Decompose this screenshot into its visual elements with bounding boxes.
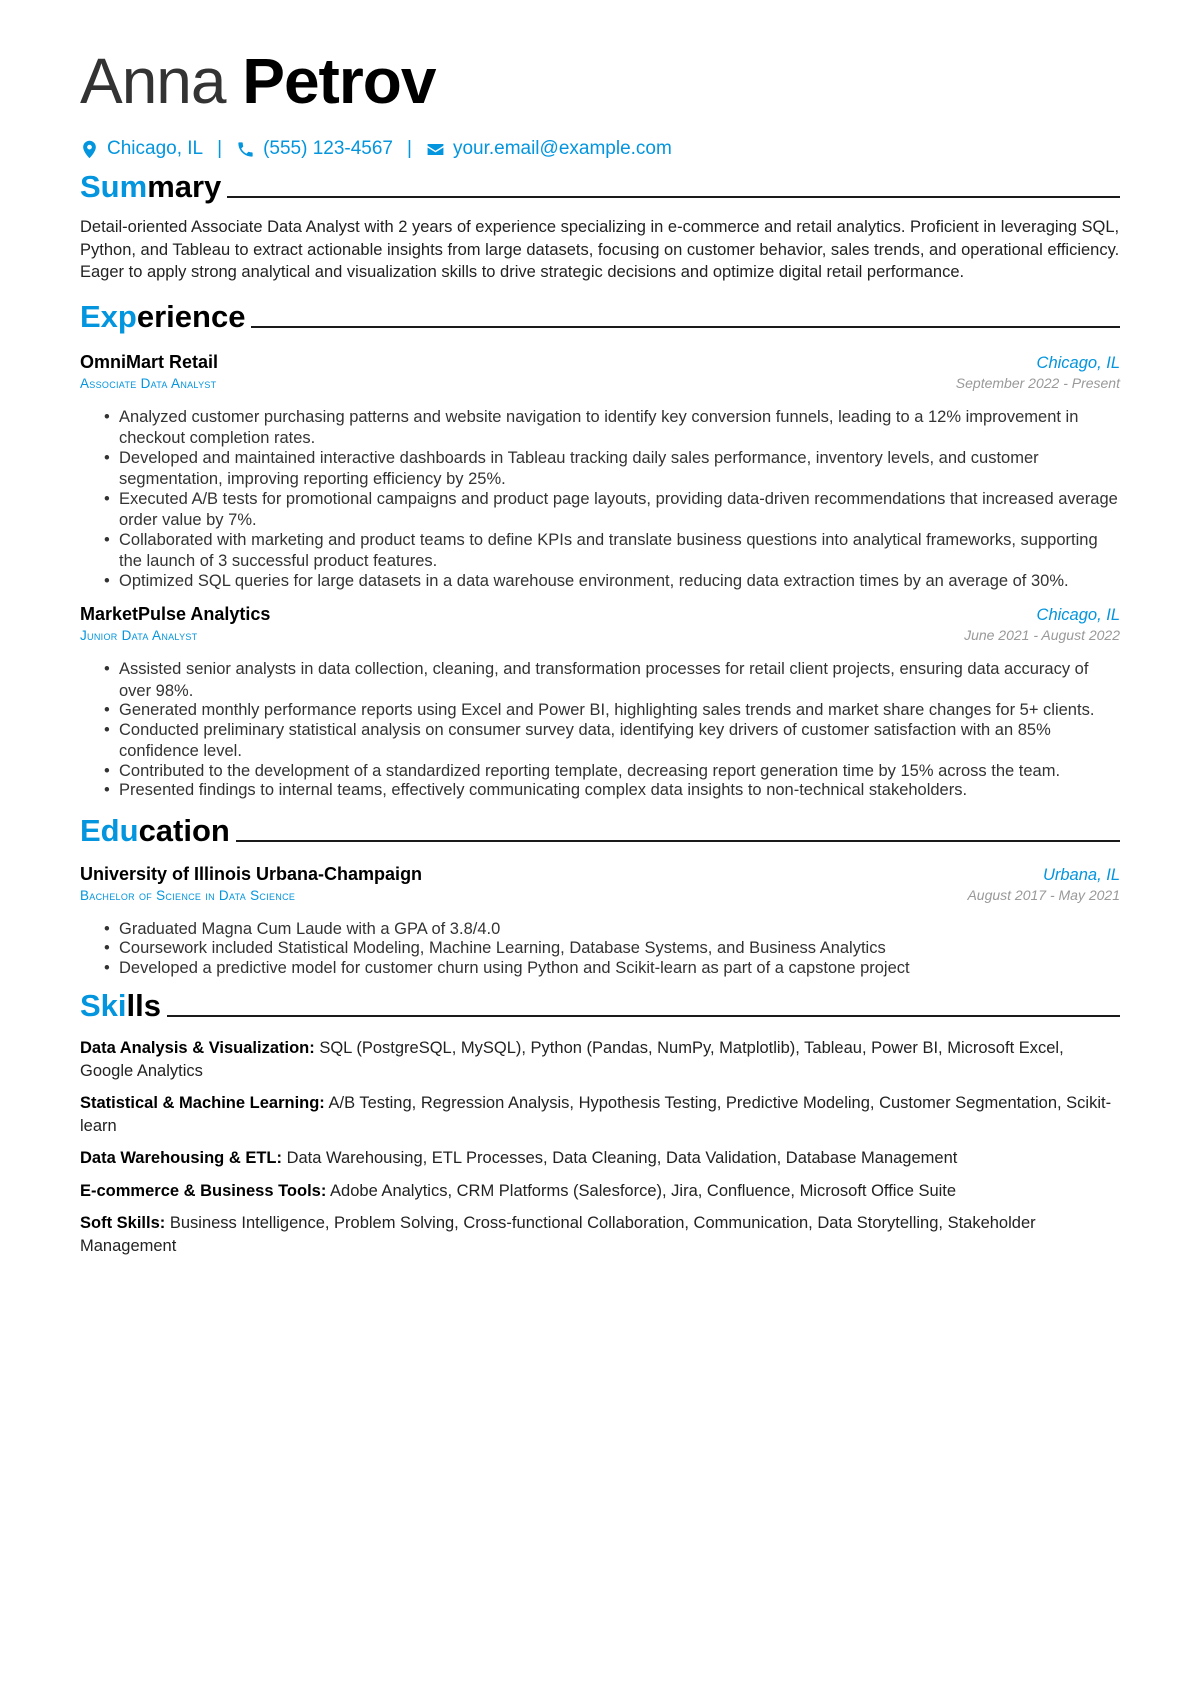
section-title: Skills [80, 988, 161, 1023]
skill-category: Data Warehousing & ETL: [80, 1149, 282, 1167]
candidate-name [80, 42, 1120, 120]
skill-items: Adobe Analytics, CRM Platforms (Salesforce), Jira, Confluence, Microsoft Office Suite [330, 1181, 957, 1200]
contact-phone[interactable] [236, 136, 393, 162]
education-entry [80, 864, 1120, 980]
skill-category: Data Analysis & Visualization: [80, 1039, 315, 1057]
skill-category: Statistical & Machine Learning: [80, 1094, 325, 1112]
job-location: Chicago, IL [1036, 606, 1120, 624]
email-link[interactable]: your.email@example.com [452, 138, 672, 159]
list-item: • Presented findings to internal teams, effectively communicating complex data insights to non-technical stakeholders. [104, 781, 968, 799]
skill-category: Soft Skills: [80, 1214, 166, 1232]
list-item: • Executed A/B tests for promotional campaigns and product page layouts, providing data-driven recommendations that increased average order value by 7%. [104, 489, 1118, 529]
contact-separator: | [217, 138, 223, 159]
section-divider [251, 326, 1120, 328]
skill-row [80, 1212, 1120, 1257]
education-heading [80, 812, 1120, 850]
skill-row [80, 1092, 1120, 1137]
bullet-list [80, 919, 1120, 980]
list-item: • Contributed to the development of a standardized reporting template, decreasing report generation time by 15% across the team. [104, 761, 1061, 780]
list-item: • Developed a predictive model for customer churn using Python and Scikit-learn as part of a capstone project [104, 958, 910, 977]
phone-text: (555) 123-4567 [263, 138, 393, 159]
list-item: • Collaborated with marketing and product teams to define KPIs and translate business questions into analytical frameworks, supporting the launch of 3 successful product features. [104, 530, 1098, 570]
company-name: MarketPulse Analytics [80, 604, 271, 624]
list-item: • Assisted senior analysts in data collection, cleaning, and transformation processes for retail client projects, ensuring data accuracy of over 98%. [104, 660, 1089, 700]
section-divider [227, 196, 1120, 198]
list-item: • Optimized SQL queries for large datasets in a data warehouse environment, reducing data extraction times by an average of 30%. [104, 571, 1069, 590]
experience-entry [80, 604, 1120, 802]
location-text: Chicago, IL [107, 138, 204, 159]
experience-heading [80, 298, 1120, 336]
skill-category: E-commerce & Business Tools: [80, 1181, 327, 1200]
bullet-list [80, 659, 1120, 802]
map-marker-icon [80, 140, 99, 159]
list-item: • Conducted preliminary statistical analysis on consumer survey data, identifying key drivers of customer satisfaction with an 85% confidence level. [104, 720, 1051, 760]
envelope-icon [426, 140, 445, 159]
list-item: • Generated monthly performance reports using Excel and Power BI, highlighting sales trends and market share changes for 5+ clients. [104, 701, 1095, 719]
skill-items: Business Intelligence, Problem Solving, Cross-functional Collaboration, Communication, Data Storytelling, Stakeholder Management [80, 1214, 1036, 1255]
section-title: Education [80, 812, 230, 848]
school-location: Urbana, IL [1042, 865, 1120, 884]
section-title: Experience [80, 298, 246, 334]
list-item: • Graduated Magna Cum Laude with a GPA of 3.8/4.0 [104, 919, 501, 938]
skill-items: SQL (PostgreSQL, MySQL), Python (Pandas, NumPy, Matplotlib), Tableau, Power BI, Microsoft Excel, Google Analytics [80, 1039, 1064, 1080]
job-dates: June 2021 - August 2022 [964, 627, 1120, 643]
job-dates: September 2022 - Present [955, 374, 1120, 391]
skill-items: Data Warehousing, ETL Processes, Data Cleaning, Data Validation, Database Management [286, 1149, 958, 1167]
school-dates: August 2017 - May 2021 [967, 886, 1120, 903]
skill-row [80, 1147, 1120, 1170]
contact-bar [80, 136, 1120, 162]
job-location: Chicago, IL [1036, 353, 1120, 372]
skill-row [80, 1180, 1120, 1203]
section-divider [167, 1015, 1120, 1017]
section-title: Summary [80, 169, 222, 204]
experience-entry [80, 352, 1120, 593]
first-name: Anna [80, 45, 226, 117]
contact-email[interactable] [426, 136, 672, 162]
list-item: • Developed and maintained interactive dashboards in Tableau tracking daily sales performance, inventory levels, and customer segmentation, improving reporting efficiency by 25%. [104, 448, 1039, 488]
company-name: OmniMart Retail [80, 351, 219, 372]
bullet-list [80, 407, 1120, 593]
skill-items: A/B Testing, Regression Analysis, Hypothesis Testing, Predictive Modeling, Customer Segmentation, Scikit-learn [80, 1094, 1112, 1135]
skills-list [80, 1037, 1120, 1257]
contact-location [80, 136, 203, 162]
job-title: Junior Data Analyst [80, 628, 198, 643]
list-item: • Analyzed customer purchasing patterns and website navigation to identify key conversion funnels, leading to a 12% improvement in checkout completion rates. [104, 407, 1079, 447]
skill-row [80, 1037, 1120, 1082]
summary-text: Detail-oriented Associate Data Analyst with 2 years of experience specializing in e-commerce and retail analytics. Proficient in leveraging SQL, Python, and Tableau to extract actionable insights from large datasets, focusing on customer behavior, sales trends, and operational efficiency. Eager to apply strong analytical and visualization skills to drive strategic decisions and optimize digital retail performance. [80, 218, 1120, 281]
job-title: Associate Data Analyst [80, 375, 217, 391]
phone-icon [236, 140, 255, 159]
list-item: • Coursework included Statistical Modeling, Machine Learning, Database Systems, and Business Analytics [104, 939, 886, 957]
contact-separator: | [407, 138, 412, 159]
school-name: University of Illinois Urbana-Champaign [80, 863, 423, 884]
summary-heading [80, 168, 1120, 206]
degree-title: Bachelor of Science in Data Science [80, 887, 296, 903]
skills-heading [80, 987, 1120, 1025]
last-name: Petrov [242, 45, 436, 117]
section-divider [236, 840, 1120, 842]
